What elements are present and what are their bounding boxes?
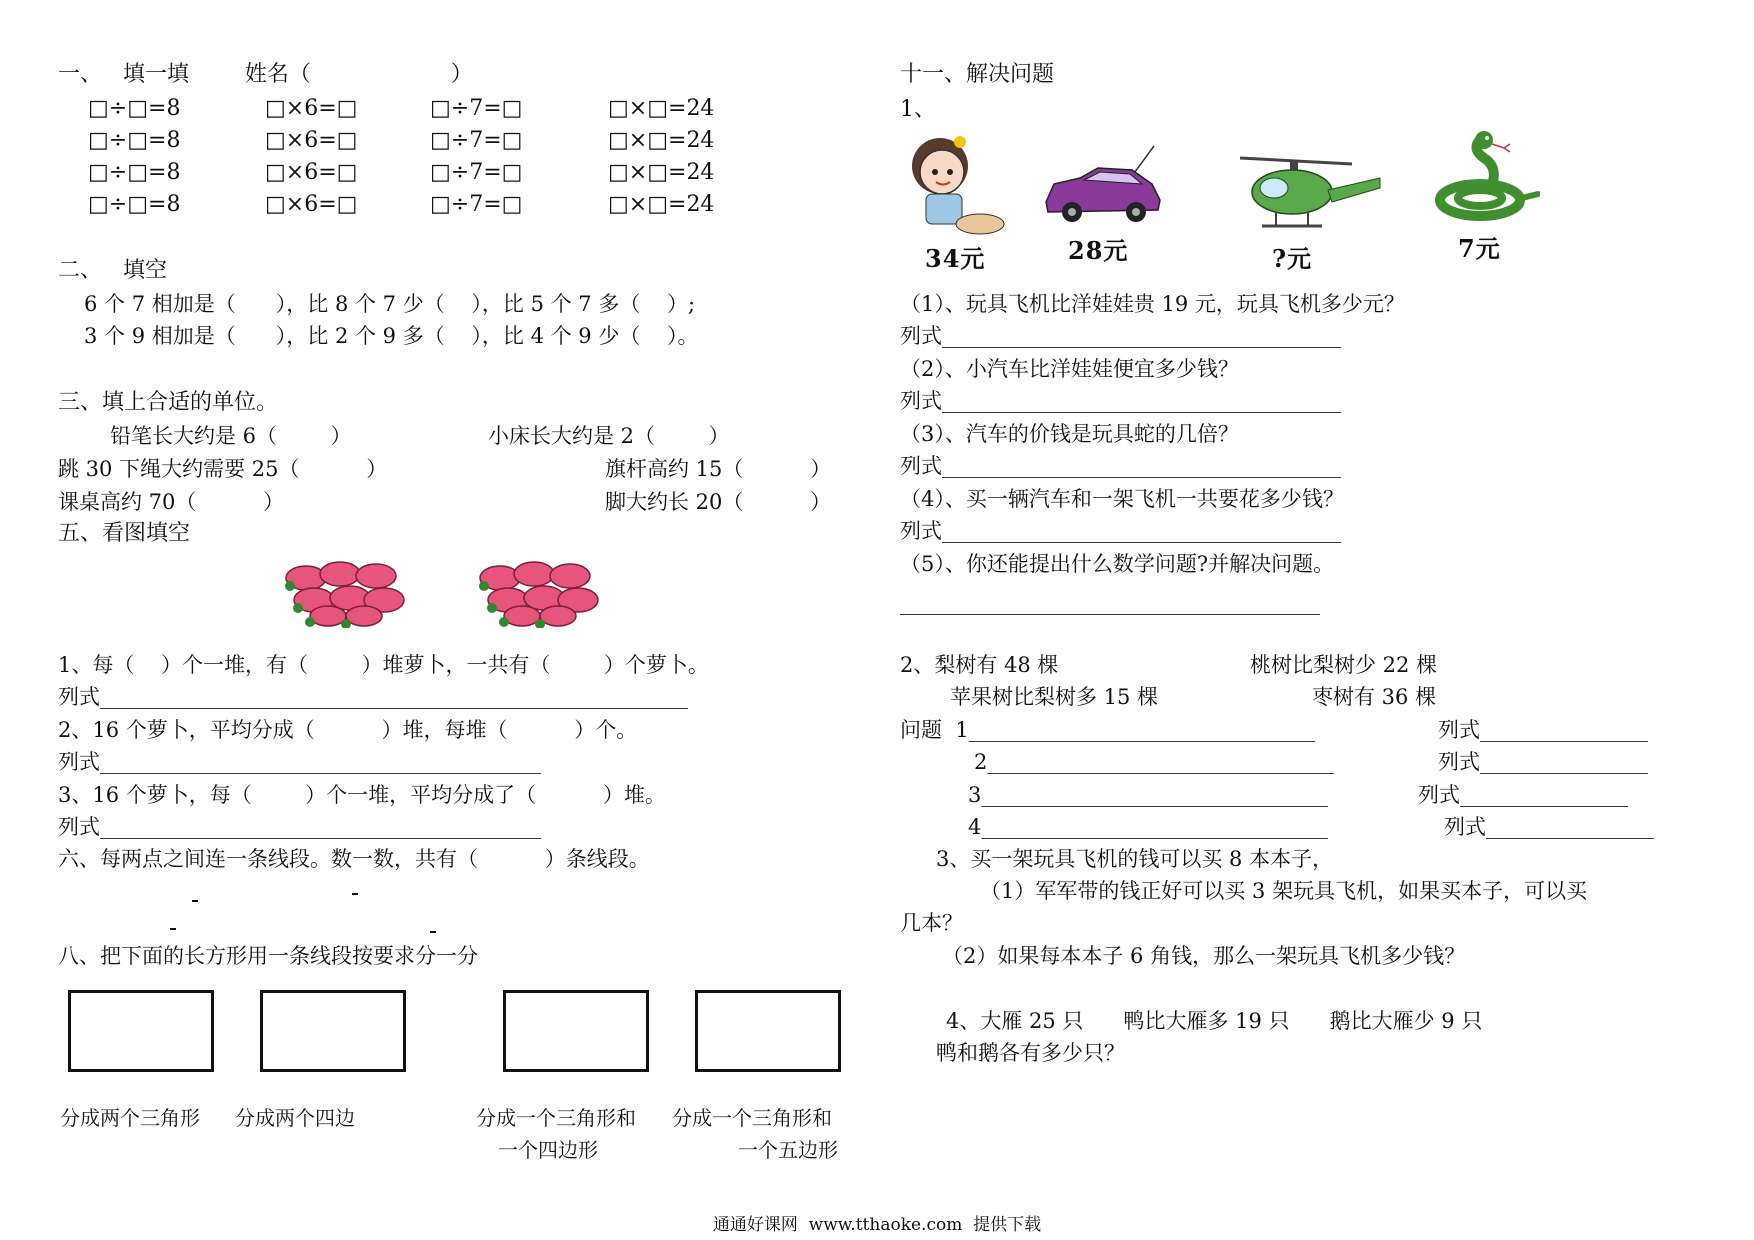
question-2-fact: 苹果树比梨树多 15 棵 — [950, 685, 1159, 709]
rectangle-caption: 一个四边形 — [498, 1138, 598, 1162]
fill-cell: □×□=24 — [608, 160, 715, 185]
section-2-line-2: 3 个 9 相加是（ ），比 2 个 9 多（ ），比 4 个 9 少（ ）。 — [84, 324, 699, 348]
question-2-fact: 桃树比梨树少 22 棵 — [1250, 653, 1438, 677]
section-5-question-3: 3、16 个萝卜，每（ ）个一堆，平均分成了（ ）堆。 — [58, 783, 666, 807]
answer-line: 列式________________ — [1438, 718, 1648, 742]
section-5-title: 五、看图填空 — [58, 521, 191, 546]
fill-cell: □÷7=□ — [430, 192, 523, 217]
question-2-fact: 2、梨树有 48 棵 — [900, 653, 1059, 677]
answer-line: 列式________________________________________________________ — [58, 685, 688, 709]
problem-line: 3_________________________________ — [968, 783, 1328, 807]
question-1-3: （3）、汽车的价钱是玩具蛇的几倍？ — [900, 422, 1239, 446]
answer-line: 列式______________________________________ — [900, 519, 1341, 543]
rectangle-1 — [68, 990, 214, 1072]
toy-helicopter-icon — [1232, 150, 1386, 240]
section-5-question-1: 1、每（ ）个一堆，有（ ）堆萝卜，一共有（ ）个萝卜。 — [58, 653, 709, 677]
question-1-4: （4）、买一辆汽车和一架飞机一共要花多少钱？ — [900, 487, 1344, 511]
fill-cell: □÷7=□ — [430, 160, 523, 185]
rectangle-caption: 分成两个四边 — [235, 1106, 355, 1130]
section-3-title: 三、填上合适的单位。 — [58, 390, 279, 415]
question-3-part-2: （2）如果每本本子 6 角钱，那么一架玩具飞机多少钱？ — [942, 944, 1466, 968]
fill-cell: □×□=24 — [608, 96, 715, 121]
carrot-pile-icon — [284, 556, 408, 628]
rectangle-4 — [695, 990, 841, 1072]
fill-cell: □÷□=8 — [88, 96, 181, 121]
answer-line: 列式______________________________________ — [900, 389, 1341, 413]
rectangle-caption: 分成一个三角形和 — [476, 1106, 636, 1130]
fill-cell: □÷7=□ — [430, 96, 523, 121]
doll-icon — [900, 130, 1012, 242]
question-3-part-1-cont: 几本？ — [900, 911, 963, 935]
fill-cell: □÷□=8 — [88, 160, 181, 185]
fill-cell: □×6=□ — [265, 128, 358, 153]
unit-item: 旗杆高约 15（ ） — [605, 457, 832, 481]
fill-cell: □÷□=8 — [88, 128, 181, 153]
price-label: 7元 — [1458, 234, 1501, 263]
answer-line: ________________________________________ — [900, 591, 1320, 615]
unit-item: 脚大约长 20（ ） — [605, 490, 832, 514]
fill-cell: □×6=□ — [265, 96, 358, 121]
answer-line: 列式________________ — [1418, 783, 1628, 807]
rectangle-2 — [260, 990, 406, 1072]
problem-line: 2_________________________________ — [974, 750, 1334, 774]
price-label: 28元 — [1068, 236, 1129, 265]
unit-item: 铅笔长大约是 6（ ） — [110, 424, 352, 448]
answer-line: 列式__________________________________________ — [58, 815, 541, 839]
price-label: 34元 — [925, 244, 986, 273]
point-mark — [352, 893, 358, 895]
section-1-title: 一、 填一填 姓名（ ） — [58, 62, 473, 87]
unit-item: 小床长大约是 2（ ） — [488, 424, 730, 448]
fill-cell: □×□=24 — [608, 128, 715, 153]
fill-cell: □×6=□ — [265, 192, 358, 217]
toy-car-icon — [1040, 140, 1168, 232]
price-label: ?元 — [1272, 244, 1313, 273]
section-2-title: 二、 填空 — [58, 258, 167, 283]
answer-line: 列式__________________________________________ — [58, 750, 541, 774]
question-4: 4、大雁 25 只 鸭比大雁多 19 只 鹅比大雁少 9 只 — [946, 1009, 1483, 1033]
fill-cell: □×6=□ — [265, 160, 358, 185]
rectangle-caption: 分成两个三角形 — [60, 1106, 200, 1130]
question-1-5: （5）、你还能提出什么数学问题?并解决问题。 — [900, 552, 1335, 576]
answer-line: 列式________________ — [1438, 750, 1648, 774]
unit-item: 跳 30 下绳大约需要 25（ ） — [58, 457, 388, 481]
answer-line: 列式______________________________________ — [900, 324, 1341, 348]
problem-line: 问题 1_________________________________ — [900, 718, 1316, 742]
rectangle-caption: 分成一个三角形和 — [672, 1106, 832, 1130]
fill-cell: □÷7=□ — [430, 128, 523, 153]
question-4-ask: 鸭和鹅各有多少只？ — [936, 1041, 1125, 1065]
question-1-1: （1）、玩具飞机比洋娃娃贵 19 元，玩具飞机多少元？ — [900, 292, 1405, 316]
point-mark — [170, 928, 176, 930]
question-1-label: 1、 — [900, 97, 936, 122]
carrot-pile-icon — [478, 556, 602, 628]
unit-item: 课桌高约 70（ ） — [58, 490, 285, 514]
section-11-title: 十一、解决问题 — [900, 62, 1055, 87]
answer-line: 列式______________________________________ — [900, 454, 1341, 478]
section-2-line-1: 6 个 7 相加是（ ），比 8 个 7 少（ ），比 5 个 7 多（ ）; — [84, 292, 696, 316]
point-mark — [430, 931, 436, 933]
fill-cell: □÷□=8 — [88, 192, 181, 217]
section-6-title: 六、每两点之间连一条线段。数一数，共有（ ）条线段。 — [58, 847, 650, 871]
rectangle-3 — [503, 990, 649, 1072]
footer-credit: 通通好课网 www.tthaoke.com 提供下载 — [712, 1215, 1042, 1235]
answer-line: 列式________________ — [1444, 815, 1654, 839]
fill-cell: □×□=24 — [608, 192, 715, 217]
problem-line: 4_________________________________ — [968, 815, 1328, 839]
question-1-2: （2）、小汽车比洋娃娃便宜多少钱？ — [900, 357, 1239, 381]
section-5-question-2: 2、16 个萝卜，平均分成（ ）堆，每堆（ ）个。 — [58, 718, 638, 742]
question-3: 3、买一架玩具飞机的钱可以买 8 本本子， — [936, 847, 1334, 871]
question-2-fact: 枣树有 36 棵 — [1312, 685, 1437, 709]
toy-snake-icon — [1430, 128, 1540, 224]
point-mark — [192, 900, 198, 902]
question-3-part-1: （1）军军带的钱正好可以买 3 架玩具飞机，如果买本子，可以买 — [980, 879, 1588, 903]
section-8-title: 八、把下面的长方形用一条线段按要求分一分 — [58, 944, 478, 968]
rectangle-caption: 一个五边形 — [738, 1138, 838, 1162]
